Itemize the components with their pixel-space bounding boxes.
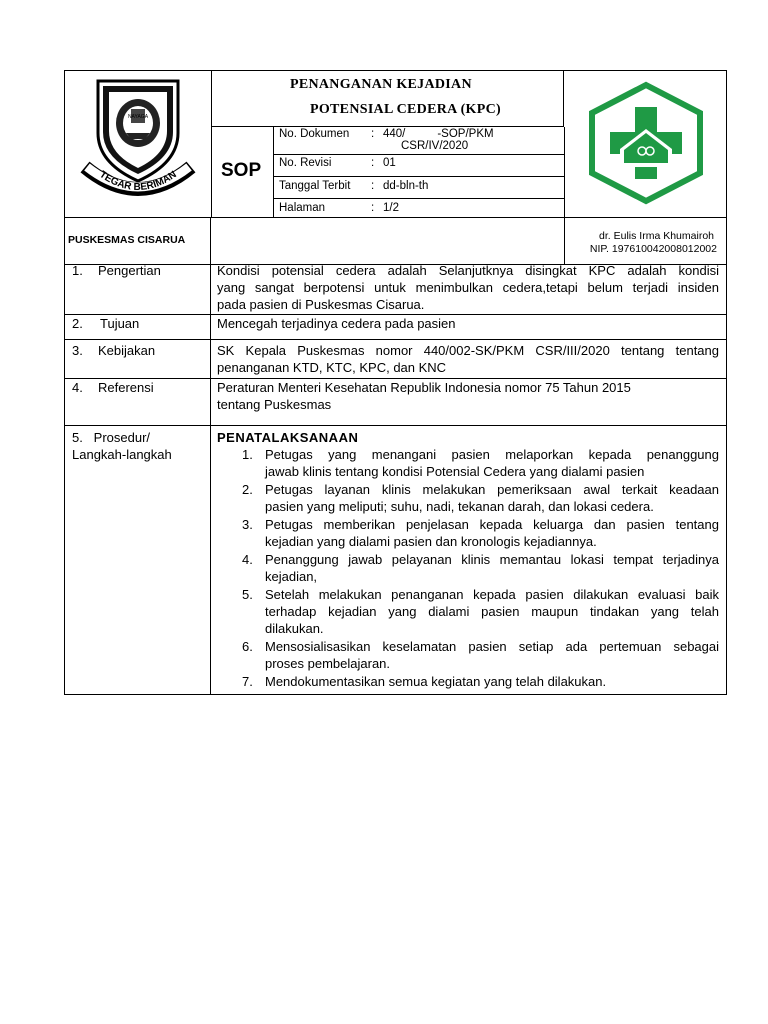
procedure-step <box>217 481 719 515</box>
sop-label-cell <box>211 127 274 218</box>
regency-emblem-icon <box>65 71 211 218</box>
section-content <box>217 262 719 313</box>
step-line: Mensosialisasikan keselamatan pasien setiap ada pertemuan sebagai <box>265 639 719 654</box>
section-label <box>65 265 211 314</box>
step-line: kejadian, <box>265 569 318 584</box>
step-line: Penanggung jawab pelayanan klinis memantau lokasi tempat terjadinya <box>265 552 719 567</box>
section-title: 5. Prosedur/ <box>72 430 151 445</box>
section-content <box>217 379 719 413</box>
meta-colon: : <box>371 202 375 214</box>
section-label <box>65 379 211 425</box>
section-label <box>65 315 211 339</box>
meta-key: Tanggal Terbit <box>279 180 351 192</box>
puskesmas-name-cell <box>65 218 211 264</box>
blank-cell <box>210 218 565 264</box>
step-line: pasien yang meliputi; suhu, nadi, tekanan darah, dan lokasi cedera. <box>265 499 654 514</box>
meta-value: 440/ -SOP/PKM <box>383 128 494 140</box>
procedure-step <box>217 638 719 672</box>
document-header <box>64 70 727 218</box>
content-line: penanganan KTD, KTC, KPC, dan KNC <box>217 360 447 375</box>
section-label <box>65 426 211 694</box>
signer-name: dr. Eulis Irma Khumairoh <box>599 230 714 242</box>
meta-value-continued: CSR/IV/2020 <box>401 140 469 152</box>
regency-emblem-cell <box>65 71 212 218</box>
step-line: terhadap kejadian yang dialami pasien maupun tindakan yang telah <box>265 604 719 619</box>
section-number: 2. <box>72 316 83 331</box>
procedure-step <box>217 673 719 690</box>
section-kebijakan <box>64 340 727 379</box>
step-number: 5. <box>242 587 253 602</box>
puskesmas-logo-icon <box>564 71 727 218</box>
step-number: 3. <box>242 517 253 532</box>
section-content <box>217 315 719 332</box>
step-line: Petugas layanan klinis melakukan pemeriksaan awal terkait keadaan <box>265 482 719 497</box>
step-line: kejadian yang dialami pasien dan kronologis kejadiannya. <box>265 534 597 549</box>
document-title <box>211 71 564 127</box>
section-prosedur <box>64 426 727 695</box>
section-number: 4. <box>72 380 83 395</box>
section-tujuan <box>64 315 727 340</box>
step-number: 4. <box>242 552 253 567</box>
step-line: dilakukan. <box>265 621 324 636</box>
document-meta-table <box>273 127 565 218</box>
step-line: jawab klinis tentang kondisi Potensial Cedera yang dialami pasien <box>265 464 645 479</box>
section-title: Pengertian <box>98 263 161 278</box>
step-number: 7. <box>242 674 253 689</box>
meta-row-issue-date <box>273 176 564 199</box>
emblem-small-text: NAYAGA <box>127 114 149 120</box>
section-label <box>65 340 211 378</box>
section-number: 3. <box>72 343 83 358</box>
content-line: yang sangat berpotensi untuk menimbulkan cedera,tetapi belum terjadi insiden <box>217 280 719 295</box>
signer-cell <box>564 218 727 264</box>
title-line-2: POTENSIAL CEDERA (KPC) <box>310 102 501 117</box>
meta-colon: : <box>371 180 375 192</box>
meta-value: 1/2 <box>383 202 399 214</box>
procedure-step <box>217 446 719 480</box>
procedure-step <box>217 586 719 637</box>
content-line: SK Kepala Puskesmas nomor 440/002-SK/PKM CSR/III/2020 tentang tentang <box>217 343 719 358</box>
section-title-continued: Langkah-langkah <box>72 447 172 462</box>
meta-row-page <box>273 198 564 218</box>
procedure-step <box>217 516 719 550</box>
section-pengertian <box>64 265 727 315</box>
meta-key: Halaman <box>279 202 326 214</box>
title-line-1: PENANGANAN KEJADIAN <box>290 77 472 92</box>
signer-nip: NIP. 197610042008012002 <box>589 243 717 255</box>
step-line: Setelah melakukan penanganan kepada pasien dilakukan evaluasi baik <box>265 587 719 602</box>
section-referensi <box>64 379 727 426</box>
content-line: pada pasien di Puskesmas Cisarua. <box>217 297 425 312</box>
content-line: Mencegah terjadinya cedera pada pasien <box>217 316 456 331</box>
content-line: Kondisi potensial cedera adalah Selanjutknya disingkat KPC adalah kondisi <box>217 263 719 278</box>
meta-key: No. Dokumen <box>279 128 350 140</box>
sop-document <box>64 70 727 695</box>
meta-colon: : <box>371 157 375 169</box>
puskesmas-name: PUSKESMAS CISARUA <box>68 234 186 246</box>
meta-key: No. Revisi <box>279 157 332 169</box>
content-line: tentang Puskesmas <box>217 397 332 412</box>
meta-colon: : <box>371 128 375 140</box>
section-title: Kebijakan <box>98 343 156 358</box>
meta-value: dd-bln-th <box>383 180 429 192</box>
emblem-motto: TEGAR BERIMAN <box>97 169 179 194</box>
procedure-heading: PENATALAKSANAAN <box>217 430 359 445</box>
step-number: 2. <box>242 482 253 497</box>
sop-label: SOP <box>221 160 262 181</box>
section-title: Tujuan <box>100 316 140 331</box>
section-number: 1. <box>72 263 83 278</box>
procedure-steps <box>217 446 719 690</box>
step-line: Petugas yang menangani pasien melaporkan kepada penanggung <box>265 447 719 462</box>
procedure-step <box>217 551 719 585</box>
section-content <box>217 342 719 376</box>
puskesmas-logo-cell <box>564 71 727 218</box>
section-title: Referensi <box>98 380 154 395</box>
step-line: Mendokumentasikan semua kegiatan yang telah dilakukan. <box>265 674 607 689</box>
puskesmas-row <box>64 218 727 265</box>
step-number: 1. <box>242 447 253 462</box>
section-content <box>217 429 719 691</box>
step-number: 6. <box>242 639 253 654</box>
meta-value: 01 <box>383 157 396 169</box>
meta-row-revision <box>273 154 564 177</box>
step-line: proses pembelajaran. <box>265 656 391 671</box>
step-line: Petugas memberikan penjelasan kepada keluarga dan pasien tentang <box>265 517 719 532</box>
content-line: Peraturan Menteri Kesehatan Republik Indonesia nomor 75 Tahun 2015 <box>217 380 631 395</box>
meta-row-document-number <box>273 127 564 155</box>
